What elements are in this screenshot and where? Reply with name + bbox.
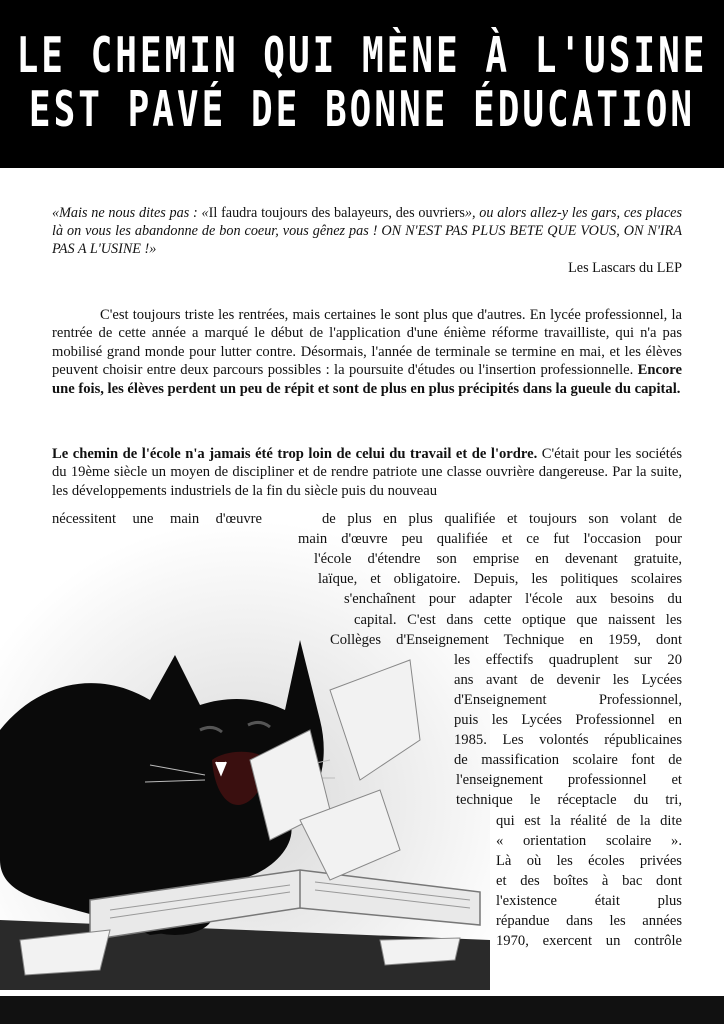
wrap-line-right: Collèges d'Enseignement Technique en 1959, dont <box>330 631 682 648</box>
wrap-line-right: puis les Lycées Professionnel en <box>454 712 682 728</box>
quote-part-c: », ou alors allez-y les gars, ces places là on vous les abandonne de bon coeur, vous gênez pas ! ON N'EST PAS PLUS BETE QUE VOUS, ON N'IRA PAS A L'USINE !» <box>52 205 683 257</box>
paragraph-history-bold: Le chemin de l'école n'a jamais été trop loin de celui du travail et de l'ordre. <box>52 446 538 462</box>
wrap-line-right: 1985. Les volontés républicaines <box>454 732 682 749</box>
quote-part-b: Il faudra toujours des balayeurs, des ouvriers <box>208 205 465 221</box>
wrap-line-right: technique le réceptacle du tri, <box>456 792 682 809</box>
paragraph-intro-bold: Encore une fois, les élèves perdent un peu de répit et sont de plus en plus précipités dans la gueule du capital. <box>52 362 682 397</box>
wrap-line-right: laïque, et obligatoire. Depuis, les politiques scolaires <box>318 571 682 588</box>
paragraph-history <box>52 445 682 500</box>
wrap-line-left: nécessitent une main d'œuvre <box>52 511 262 527</box>
wrap-line-right: main d'œuvre peu qualifiée et ce fut l'occasion pour <box>298 531 682 548</box>
wrap-line-right: d'Enseignement Professionnel, <box>454 691 682 708</box>
title-line-1: LE CHEMIN QUI MÈNE À L'USINE <box>16 28 708 84</box>
wrap-line-right: répandue dans les années <box>496 913 682 929</box>
epigraph-quote <box>52 204 682 277</box>
wrap-line-right: capital. C'est dans cette optique que naissent les <box>354 611 682 628</box>
page-bottom-strip <box>0 996 724 1024</box>
wrap-line-right: Là où les écoles privées <box>496 852 682 869</box>
wrap-line-right: ans avant de devenir les Lycées <box>454 671 682 688</box>
wrap-line-right: l'école d'étendre son emprise en devenant gratuite, <box>314 551 682 568</box>
paragraph-intro-text: C'est toujours triste les rentrées, mais certaines le sont plus que d'autres. En lycée professionnel, la rentrée de cette année a marqué le début de l'application d'une énième réforme travailliste, qui n'a pas mobilisé grand monde pour lutter contre. Désormais, l'année de terminale se termine en mai, et les élèves peuvent choisir entre deux parcours possibles : la poursuite d'études ou l'insertion professionnelle. <box>52 307 682 379</box>
paragraph-intro <box>52 306 682 398</box>
wrap-line-right: qui est la réalité de la dite <box>496 812 682 829</box>
wrap-line-right: s'enchaînent pour adapter l'école aux besoins du <box>344 591 682 608</box>
title-line-2: EST PAVÉ DE BONNE ÉDUCATION <box>28 82 696 138</box>
paragraph-history-text: C'était pour les sociétés du 19ème siècle un moyen de discipliner et de rendre patriote une classe ouvrière dangereuse. Par la suite, les développements industriels de la fin du siècle puis du nouveau <box>52 446 682 499</box>
wrap-line-right: l'enseignement professionnel et <box>456 772 682 789</box>
wrap-line-right: de massification scolaire font de <box>454 752 682 769</box>
wrapped-text-left <box>52 509 262 529</box>
quote-text <box>52 204 682 258</box>
wrap-line-right: les effectifs quadruplent sur 20 <box>454 651 682 668</box>
wrap-line-right: de plus en plus qualifiée et toujours son volant de <box>322 511 682 527</box>
title-banner <box>0 0 724 168</box>
wrap-line-right: et des boîtes à bac dont <box>496 872 682 889</box>
quote-part-a: «Mais ne nous dites pas : « <box>52 205 209 221</box>
wrap-line-right: « orientation scolaire ». <box>496 832 682 849</box>
quote-attribution: Les Lascars du LEP <box>568 260 682 276</box>
wrap-line-right: 1970, exercent un contrôle <box>496 933 682 950</box>
wrap-line-right: l'existence était plus <box>496 892 682 909</box>
